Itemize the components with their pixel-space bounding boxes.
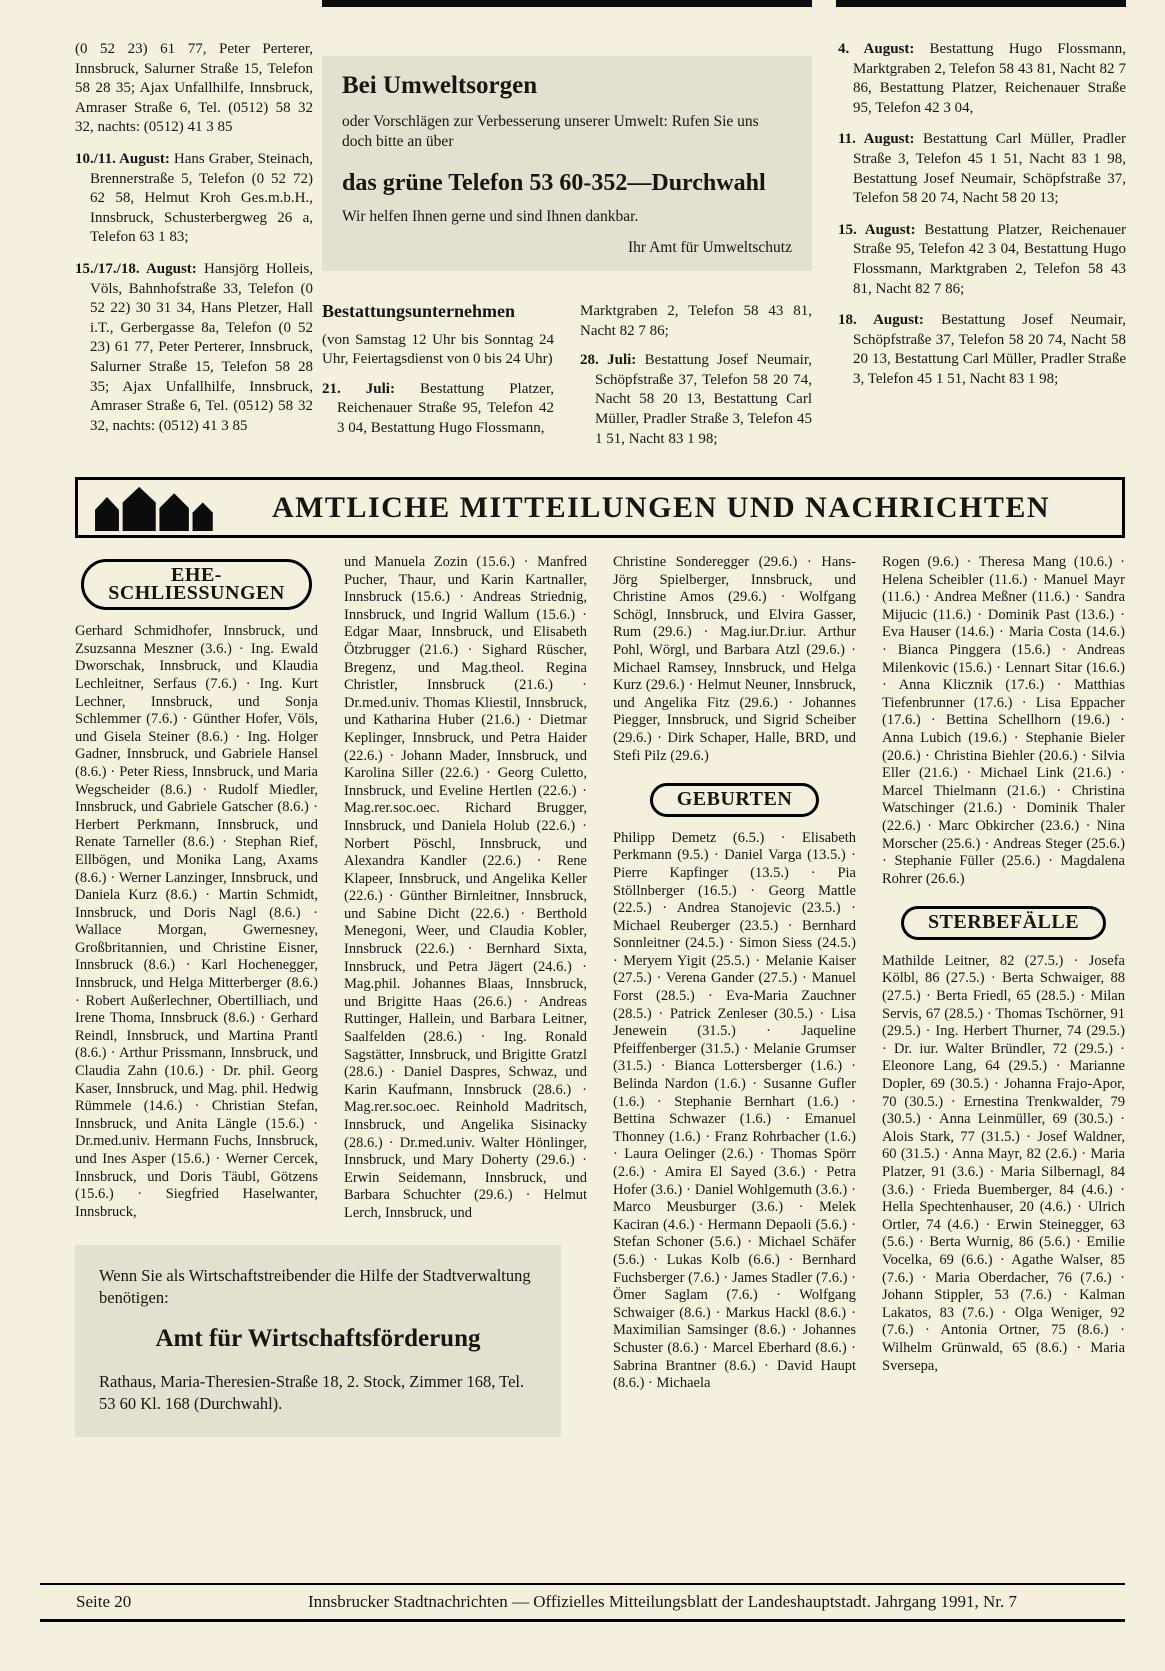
bestattung-paragraph: Marktgraben 2, Telefon 58 43 81, Nacht 82 7 86;: [580, 303, 812, 339]
date-lead: 18. August:: [838, 312, 924, 329]
umweltsorgen-note: Wir helfen Ihnen gerne und sind Ihnen dankbar.: [342, 208, 639, 225]
deaths-header: STERBEFÄLLE: [901, 906, 1106, 940]
umweltsorgen-title: Bei Umweltsorgen: [342, 72, 538, 99]
roster-paragraph: [838, 130, 1126, 208]
duty-roster-text: Hans Graber, Steinach, Brennerstraße 5, Telefon (0 52 72) 62 58, Helmut Kroh Ges.m.b.H., Innsbruck, Schusterbergweg 26 a, Telefon 63 1 83;: [90, 150, 313, 246]
bestattung-text: Bestattung Platzer, Reichenauer Straße 95, Telefon 42 3 04, Bestattung Hugo Flossmann,: [337, 380, 554, 436]
bestattung-paragraph: [580, 351, 812, 449]
births-list-part1: Philipp Demetz (6.5.) · Elisabeth Perkmann (9.5.) · Daniel Varga (13.5.) · Pierre Kapfinger (13.5.) · Pia Stöllnberger (16.5.) · Georg Mattle (22.5.) · Andrea Stanojevic (23.5.) · Michael Reuberger (23.5.) · Bernhard Sonnleitner (24.5.) · Simon Siess (24.5.) · Meryem Yigit (25.5.) · Melanie Kaiser (27.5.) · Verena Gander (27.5.) · Manuel Forst (28.5.) · Eva-Maria Zauchner (28.5.) · Patrick Zenleser (30.5.) · Lisa Jenewein (31.5.) · Jaqueline Pfeiffenberger (31.5.) · Melanie Grumser (31.5.) · Bianca Lottersberger (1.6.) · Belinda Nardon (1.6.) · Susanne Gufler (1.6.) · Stephanie Bernhart (1.6.) · Bettina Schwazer (1.6.) · Emanuel Thonney (1.6.) · Franz Rohrbacher (1.6.) · Laura Oelinger (2.6.) · Thomas Spörr (2.6.) · Amira El Sayed (3.6.) · Petra Hofer (3.6.) · Daniel Wohlgemuth (3.6.) · Marco Meusburger (3.6.) · Melek Kaciran (4.6.) · Hermann Depaoli (5.6.) · Stefan Schoner (5.6.) · Michael Schäfer (5.6.) · Lukas Kolb (6.6.) · Bernhard Fuchsberger (7.6.) · James Stadler (7.6.) · Ömer Saglam (7.6.) · Wolfgang Schwaiger (8.6.) · Markus Hackl (8.6.) · Maximilian Samsinger (8.6.) · Johannes Schuster (8.6.) · Marcel Eberhard (8.6.) · Sabrina Brantner (8.6.) · David Haupt (8.6.) · Michaela: [613, 829, 856, 1392]
roster-paragraph: [838, 40, 1126, 118]
right-half: [613, 554, 1125, 1437]
page-number: Seite 20: [76, 1592, 132, 1611]
bestattung-right-column: [580, 302, 812, 459]
date-lead: 15./17./18. August:: [75, 260, 197, 277]
wirtschaft-intro: Wenn Sie als Wirtschaftstreibender die Hilfe der Stadtverwaltung benötigen:: [99, 1265, 531, 1307]
masthead-line: Innsbrucker Stadtnachrichten — Offizielles Mitteilungsblatt der Landeshauptstadt. Jahrgang 1991, Nr. 7: [308, 1592, 1017, 1611]
records-section: [75, 554, 1125, 1437]
marriages-header: [81, 559, 312, 610]
marriages-list-part3: Christine Sonderegger (29.6.) · Hans-Jörg Spielberger, Innsbruck, und Christine Amos (29.6.) · Wolfgang Schögl, Innsbruck, und Elvira Gasser, Rum (29.6.) · Mag.iur.Dr.iur. Arthur Pohl, Wörgl, und Barbara Atzl (29.6.) · Michael Ramsey, Innsbruck, und Helga Kurz (29.6.) · Helmut Neuner, Innsbruck, und Angelika Fitz (29.6.) · Johannes Piegger, Innsbruck, und Sigrid Scheiber (29.6.) · Dirk Schaper, Halle, BRD, und Stefi Pilz (29.6.): [613, 554, 856, 764]
bestattung-paragraph: [322, 380, 554, 439]
roster-text: Bestattung Platzer, Reichenauer Straße 95, Telefon 42 3 04, Bestattung Hugo Flossmann, Marktgraben 2, Telefon 58 43 81, Nacht 82 7 86;: [853, 221, 1126, 297]
marriages-header-line1: EHE-: [171, 564, 222, 586]
wirtschaft-address: Rathaus, Maria-Theresien-Straße 18, 2. Stock, Zimmer 168, Tel. 53 60 Kl. 168 (Durchwahl).: [99, 1371, 525, 1413]
cropped-content-bar: [836, 0, 1126, 7]
roster-text: Bestattung Carl Müller, Pradler Straße 3, Telefon 45 1 51, Nacht 83 1 98, Bestattung Josef Neumair, Schöpfstraße 37, Telefon 58 20 74, Nacht 58 20 13;: [853, 131, 1126, 207]
column-2: [344, 554, 587, 1223]
page-footer: [40, 1583, 1125, 1622]
deaths-list: Mathilde Leitner, 82 (27.5.) · Josefa Kölbl, 86 (27.5.) · Berta Schwaiger, 88 (27.5.) · Berta Friedl, 65 (28.5.) · Milan Servis, 67 (28.5.) · Thomas Tschörner, 91 (29.5.) · Ing. Herbert Thurner, 74 (29.5.) · Dr. iur. Walter Bründler, 72 (29.5.) · Eleonore Lang, 64 (29.5.) · Marianne Dopler, 69 (30.5.) · Johanna Frajo-Apor, 70 (30.5.) · Ernestina Trenkwalder, 79 (30.5.) · Anna Leinmüller, 69 (30.5.) · Alois Stark, 77 (31.5.) · Josef Waldner, 60 (31.5.) · Anna Mayr, 82 (2.6.) · Maria Platzer, 91 (3.6.) · Maria Silbernagl, 84 (3.6.) · Frieda Buemberger, 84 (4.6.) · Hella Spechtenhauser, 20 (4.6.) · Ulrich Ortler, 74 (4.6.) · Erwin Steinegger, 63 (5.6.) · Berta Wurnig, 86 (5.6.) · Emilie Vocelka, 69 (6.6.) · Agathe Walser, 85 (7.6.) · Maria Oberdacher, 76 (7.6.) · Johann Stippler, 53 (7.6.) · Kalman Lakatos, 83 (7.6.) · Olga Weniger, 92 (7.6.) · Antonia Ortner, 75 (8.6.) · Wilhelm Grünwald, 65 (8.6.) · Maria Sversepa,: [882, 952, 1125, 1374]
births-header: GEBURTEN: [650, 783, 820, 817]
duty-roster-text: Hansjörg Holleis, Völs, Bahnhofstraße 33, Telefon (0 52 22) 30 31 34, Hans Pletzer, Hall i.T., Gerbergasse 8a, Telefon (0 52 23) 61 77, Peter Perterer, Innsbruck, Salurner Straße 15, Telefon 58 28 35; Ajax Unfallhilfe, Innsbruck, Amraser Straße 6, Tel. (0512) 58 32 32, nachts: (0512) 41 3 85: [90, 260, 313, 434]
wirtschaftsfoerderung-box: [75, 1245, 561, 1437]
roster-text: Bestattung Hugo Flossmann, Marktgraben 2, Telefon 58 43 81, Nacht 82 7 86, Bestattung Platzer, Reichenauer Straße 95, Telefon 42 3 04,: [853, 41, 1126, 116]
umweltsorgen-signature: Ihr Amt für Umweltschutz: [627, 239, 792, 256]
banner-title: AMTLICHE MITTEILUNGEN UND NACHRICHTEN: [271, 490, 1051, 524]
duty-roster-column: [75, 40, 313, 448]
marriages-list-part2: und Manuela Zozin (15.6.) · Manfred Pucher, Thaur, und Karin Kartnaller, Innsbruck (15.6.) · Andreas Striednig, Innsbruck, und Ingrid Wallum (15.6.) · Edgar Maar, Innsbruck, und Elisabeth Ötzbrugger (21.6.) · Sighard Rüscher, Bregenz, und Mag.theol. Regina Christler, Innsbruck (21.6.) · Dr.med.univ. Thomas Kliestil, Innsbruck, und Katharina Huber (21.6.) · Dietmar Keplinger, Innsbruck, und Petra Haider (22.6.) · Johann Mader, Innsbruck, und Karolina Siller (22.6.) · Georg Culetto, Innsbruck, und Eveline Hertlen (22.6.) · Mag.rer.soc.oec. Richard Brugger, Innsbruck, und Daniela Holub (22.6.) · Norbert Pöschl, Innsbruck, und Alexandra Kandler (22.6.) · Rene Klapeer, Innsbruck, und Angelika Keller (22.6.) · Günther Birnleitner, Innsbruck, und Sabine Dicht (22.6.) · Berthold Menegoni, Weer, und Claudia Kobler, Innsbruck (22.6.) · Bernhard Sixta, Innsbruck, und Petra Jägert (24.6.) · Mag.phil. Johannes Blaas, Innsbruck, und Brigitte Haas (26.6.) · Andreas Ruttinger, Hallein, und Barbara Leitner, Saalfelden (28.6.) · Ing. Ronald Sagstätter, Innsbruck, und Brigitte Gratzl (28.6.) · Daniel Daspres, Schwaz, und Karin Kaufmann, Innsbruck (28.6.) · Mag.rer.soc.oec. Reinhold Madritsch, Innsbruck, und Angelika Sisinacky (28.6.) · Dr.med.univ. Walter Hönlinger, Innsbruck, und Mary Doherty (29.6.) · Erwin Seidemann, Innsbruck, und Barbara Schuchter (29.6.) · Helmut Lerch, Innsbruck, und: [344, 554, 587, 1221]
date-lead: 28. Juli:: [580, 352, 637, 369]
cropped-content-bar: [322, 0, 812, 7]
duty-roster-paragraph: [75, 150, 313, 248]
bestattung-left-column: [322, 302, 554, 459]
marriages-list-part1: Gerhard Schmidhofer, Innsbruck, und Zsuzsanna Meszner (3.6.) · Ing. Ewald Dworschak, Innsbruck, und Klaudia Lechleitner, Serfaus (7.6.) · Ing. Kurt Lechner, Innsbruck, und Sonja Schlemmer (7.6.) · Günther Hofer, Völs, und Gisela Steiner (8.6.) · Ing. Holger Gadner, Innsbruck, und Gabriele Hansel (8.6.) · Peter Riess, Innsbruck, und Maria Wegscheider (8.6.) · Rudolf Miedler, Innsbruck, und Gabriele Gatscher (8.6.) · Herbert Perkmann, Innsbruck, und Renate Tarneller (8.6.) · Stephan Rief, Ellbögen, und Monika Lang, Axams (8.6.) · Werner Lanzinger, Innsbruck, und Daniela Kurz (8.6.) · Martin Schmidt, Innsbruck, und Doris Nagl (8.6.) · Wallace Morgan, Gwernesney, Großbritannien, und Christine Eisner, Innsbruck (8.6.) · Karl Hochenegger, Innsbruck, und Helga Mitterberger (8.6.) · Robert Außerlechner, Obertilliach, und Irene Thoma, Innsbruck (8.6.) · Gerhard Reindl, Innsbruck, und Martina Prantl (8.6.) · Arthur Prissmann, Innsbruck, und Claudia Zahn (10.6.) · Dr. phil. Georg Kaser, Innsbruck, und Mag. phil. Hedwig Rümmele (14.6.) · Christian Stefan, Innsbruck, und Anita Längle (15.6.) · Dr.med.univ. Hermann Fuchs, Innsbruck, und Ines Asper (15.6.) · Werner Cercek, Innsbruck, und Doris Täubl, Götzens (15.6.) · Siegfried Haselwanter, Innsbruck,: [75, 623, 318, 1220]
august-roster-column: [838, 40, 1126, 402]
duty-roster-paragraph: (0 52 23) 61 77, Peter Perterer, Innsbruck, Salurner Straße 15, Telefon 58 28 35; Ajax Unfallhilfe, Innsbruck, Amraser Straße 6, Tel. (0512) 58 32 32, nachts: (0512) 41 3 85: [75, 41, 313, 136]
date-lead: 21. Juli:: [322, 380, 395, 397]
marriages-header-line2: SCHLIESSUNGEN: [108, 581, 285, 604]
column-1: [75, 554, 318, 1223]
roster-paragraph: [838, 221, 1126, 299]
date-lead: 4. August:: [838, 41, 915, 57]
bestattung-text: Bestattung Josef Neumair, Schöpfstraße 37, Telefon 58 20 74, Nacht 58 20 13, Bestattung Carl Müller, Pradler Straße 3, Telefon 45 1 51, Nacht 83 1 98;: [595, 352, 812, 447]
column-3: [613, 554, 856, 1393]
bestattung-intro: (von Samstag 12 Uhr bis Sonntag 24 Uhr, Feiertagsdienst von 0 bis 24 Uhr): [322, 331, 554, 368]
wirtschaft-title: Amt für Wirtschaftsförderung: [155, 1324, 481, 1352]
roster-text: Bestattung Josef Neumair, Schöpfstraße 37, Telefon 58 20 74, Nacht 58 20 13, Bestattung Carl Müller, Pradler Straße 3, Telefon 45 1 51, Nacht 83 1 98;: [853, 312, 1126, 387]
date-lead: 10./11. August:: [75, 150, 170, 167]
umweltsorgen-intro: oder Vorschlägen zur Verbesserung unserer Umwelt: Rufen Sie uns doch bitte an über: [342, 113, 759, 150]
bestattung-section: [322, 302, 812, 459]
umweltsorgen-notice-box: [322, 56, 812, 271]
bestattung-title: Bestattungsunternehmen: [322, 301, 516, 321]
column-4: [882, 554, 1125, 1393]
city-buildings-icon: [92, 485, 214, 531]
left-half: [75, 554, 587, 1437]
date-lead: 11. August:: [838, 131, 915, 148]
official-announcements-banner: [75, 477, 1125, 538]
green-phone-line: das grüne Telefon 53 60-352—Durchwahl: [342, 170, 766, 196]
duty-roster-paragraph: [75, 260, 313, 436]
births-list-part2: Rogen (9.6.) · Theresa Mang (10.6.) · Helena Scheibler (11.6.) · Manuel Mayr (11.6.) · Andrea Meßner (11.6.) · Sandra Mijucic (11.6.) · Dominik Past (13.6.) · Eva Hauser (14.6.) · Maria Costa (14.6.) · Bianca Pinggera (15.6.) · Andreas Milenkovic (15.6.) · Lennart Sitar (16.6.) · Anna Klicznik (17.6.) · Matthias Tiefenbrunner (17.6.) · Lisa Eppacher (17.6.) · Bettina Schellhorn (19.6.) · Anna Lubich (19.6.) · Stephanie Bieler (20.6.) · Christina Biehler (20.6.) · Silvia Eller (21.6.) · Michael Link (21.6.) · Marcel Thielmann (21.6.) · Christina Watschinger (21.6.) · Dominik Thaler (22.6.) · Marc Obkircher (23.6.) · Nina Morscher (25.6.) · Andreas Steger (25.6.) · Stephanie Füller (25.6.) · Magdalena Rohrer (26.6.): [882, 554, 1125, 887]
date-lead: 15. August:: [838, 221, 916, 238]
roster-paragraph: [838, 311, 1126, 389]
